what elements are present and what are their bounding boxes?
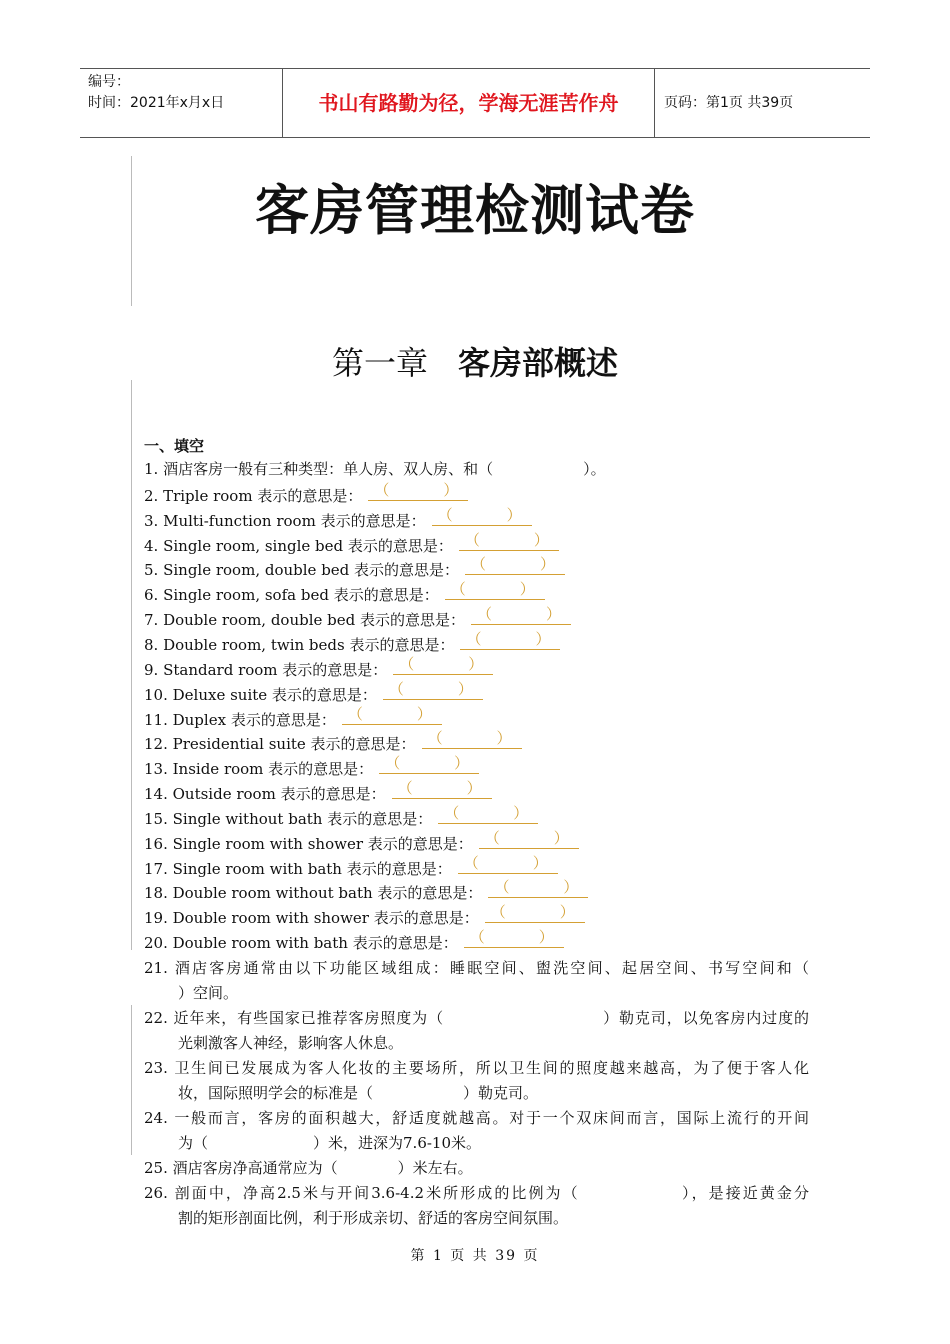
question-text: 5. Single room, double bed 表示的意思是：	[144, 561, 460, 580]
answer-blank[interactable]	[465, 556, 565, 575]
answer-blank[interactable]	[445, 581, 545, 600]
blank-close-paren: ）	[416, 704, 432, 723]
answer-blank[interactable]	[479, 830, 579, 849]
blank-open-paren: （	[464, 530, 480, 549]
question-line-continued: 妆，国际照明学会的标准是（ ）勒克司。	[178, 1084, 539, 1102]
question-item	[144, 706, 442, 733]
question-text: 9. Standard room 表示的意思是：	[144, 660, 388, 679]
long-question-item	[144, 1181, 809, 1231]
answer-blank[interactable]	[368, 482, 468, 501]
blank-open-paren: （	[397, 779, 413, 798]
blank-open-paren: （	[463, 853, 479, 872]
question-item	[144, 904, 585, 931]
question-line-continued: 为（ ）米，进深为7.6-10米。	[178, 1134, 482, 1152]
blank-open-paren: （	[494, 878, 510, 897]
answer-blank[interactable]	[488, 879, 588, 898]
blank-open-paren: （	[444, 803, 460, 822]
question-item	[144, 482, 468, 509]
long-question-item	[144, 956, 809, 1006]
blank-open-paren: （	[347, 704, 363, 723]
blank-open-paren: （	[490, 903, 506, 922]
question-line-continued: 割的矩形剖面比例，利于形成亲切、舒适的客房空间氛围。	[178, 1209, 569, 1227]
page-header	[80, 68, 870, 138]
question-text: 16. Single room with shower 表示的意思是：	[144, 834, 473, 853]
question-line: 21. 酒店客房通常由以下功能区域组成：睡眠空间、盥洗空间、起居空间、书写空间和（	[144, 959, 809, 977]
blank-open-paren: （	[477, 605, 493, 624]
question-item	[144, 606, 571, 633]
answer-blank[interactable]	[460, 631, 560, 650]
question-text: 18. Double room without bath 表示的意思是：	[144, 884, 483, 903]
answer-blank[interactable]	[392, 780, 492, 799]
answer-blank[interactable]	[485, 904, 585, 923]
margin-line	[131, 1005, 132, 1155]
question-text: 6. Single room, sofa bed 表示的意思是：	[144, 586, 439, 605]
question-text: 2. Triple room 表示的意思是：	[144, 486, 363, 505]
blank-close-paren: ）	[457, 679, 473, 698]
question-item	[144, 631, 560, 658]
long-question-item	[144, 1106, 809, 1156]
question-line: 24. 一般而言，客房的面积越大，舒适度就越高。对于一个双床间而言，国际上流行的开间	[144, 1109, 809, 1127]
long-question-item	[144, 1056, 809, 1106]
answer-blank[interactable]	[471, 606, 571, 625]
blank-open-paren: （	[469, 928, 485, 947]
question-line: 26. 剖面中，净高2.5米与开间3.6-4.2米所形成的比例为（ ），是接近黄金分	[144, 1184, 809, 1202]
blank-close-paren: ）	[496, 729, 512, 748]
question-text: 20. Double room with bath 表示的意思是：	[144, 934, 458, 953]
answer-blank[interactable]	[432, 507, 532, 526]
header-motto: 书山有路勤为径，学海无涯苦作舟	[282, 69, 655, 137]
header-page-info: 页码：第1页 共39页	[664, 95, 794, 111]
answer-blank[interactable]	[342, 706, 442, 725]
blank-close-paren: ）	[466, 779, 482, 798]
question-item	[144, 556, 565, 583]
question-item	[144, 805, 538, 832]
blank-close-paren: ）	[538, 928, 554, 947]
margin-line	[131, 380, 132, 950]
blank-close-paren: ）	[454, 754, 470, 773]
blank-open-paren: （	[471, 555, 487, 574]
question-text: 8. Double room, twin beds 表示的意思是：	[144, 635, 455, 654]
document-title: 客房管理检测试卷	[255, 179, 695, 242]
question-item	[144, 532, 559, 559]
blank-close-paren: ）	[553, 828, 569, 847]
question-text: 10. Deluxe suite 表示的意思是：	[144, 685, 377, 704]
chapter-name: 客房部概述	[458, 344, 619, 382]
blank-open-paren: （	[484, 828, 500, 847]
question-line: 25. 酒店客房净高通常应为（ ）米左右。	[144, 1159, 473, 1177]
question-line-continued: 光刺激客人神经，影响客人休息。	[178, 1034, 404, 1052]
question-item	[144, 656, 493, 683]
chapter-number: 第一章	[331, 344, 428, 382]
question-line: 22. 近年来，有些国家已推荐客房照度为（ ）勒克司，以免客房内过度的	[144, 1009, 809, 1027]
serial-label: 编号：	[88, 74, 130, 90]
question-item	[144, 755, 479, 782]
question-line-continued: ）空间。	[178, 984, 239, 1002]
blank-close-paren: ）	[468, 654, 484, 673]
question-item	[144, 830, 579, 857]
question-item	[144, 879, 588, 906]
blank-close-paren: ）	[540, 555, 556, 574]
blank-close-paren: ）	[559, 903, 575, 922]
blank-close-paren: ）	[443, 480, 459, 499]
long-question-item	[144, 1156, 809, 1181]
answer-blank[interactable]	[438, 805, 538, 824]
question-text: 19. Double room with shower 表示的意思是：	[144, 909, 479, 928]
page-footer: 第 1 页 共 39 页	[410, 1248, 540, 1264]
answer-blank[interactable]	[379, 755, 479, 774]
time-label: 时间：2021年x月x日	[88, 95, 225, 111]
blank-open-paren: （	[427, 729, 443, 748]
header-meta	[80, 69, 282, 137]
question-text: 14. Outside room 表示的意思是：	[144, 785, 386, 804]
answer-blank[interactable]	[459, 532, 559, 551]
chapter-heading	[0, 338, 950, 384]
blank-open-paren: （	[374, 480, 390, 499]
blank-open-paren: （	[466, 629, 482, 648]
blank-close-paren: ）	[563, 878, 579, 897]
question-text: 7. Double room, double bed 表示的意思是：	[144, 611, 466, 630]
answer-blank[interactable]	[458, 855, 558, 874]
blank-close-paren: ）	[519, 580, 535, 599]
blank-open-paren: （	[388, 679, 404, 698]
question-text: 1. 酒店客房一般有三种类型：单人房、双人房、和（ ）。	[144, 460, 606, 478]
blank-close-paren: ）	[535, 629, 551, 648]
question-text: 13. Inside room 表示的意思是：	[144, 760, 374, 779]
section-heading: 一、填空	[144, 437, 205, 455]
question-text: 4. Single room, single bed 表示的意思是：	[144, 536, 453, 555]
blank-open-paren: （	[385, 754, 401, 773]
blank-open-paren: （	[399, 654, 415, 673]
blank-close-paren: ）	[513, 803, 529, 822]
question-item	[144, 929, 564, 956]
answer-blank[interactable]	[464, 929, 564, 948]
long-question-item	[144, 1006, 809, 1056]
question-text: 12. Presidential suite 表示的意思是：	[144, 735, 416, 754]
answer-blank[interactable]	[393, 656, 493, 675]
question-text: 17. Single room with bath 表示的意思是：	[144, 859, 452, 878]
answer-blank[interactable]	[383, 681, 483, 700]
question-text: 15. Single without bath 表示的意思是：	[144, 809, 433, 828]
blank-close-paren: ）	[506, 505, 522, 524]
blank-close-paren: ）	[546, 605, 562, 624]
question-text: 11. Duplex 表示的意思是：	[144, 710, 336, 729]
question-text: 3. Multi-function room 表示的意思是：	[144, 511, 426, 530]
question-item	[144, 780, 492, 807]
question-item	[144, 681, 483, 708]
question-line: 23. 卫生间已发展成为客人化妆的主要场所，所以卫生间的照度越来越高，为了便于客人化	[144, 1059, 809, 1077]
blank-open-paren: （	[437, 505, 453, 524]
answer-blank[interactable]	[422, 730, 522, 749]
blank-open-paren: （	[450, 580, 466, 599]
blank-close-paren: ）	[532, 853, 548, 872]
blank-close-paren: ）	[533, 530, 549, 549]
